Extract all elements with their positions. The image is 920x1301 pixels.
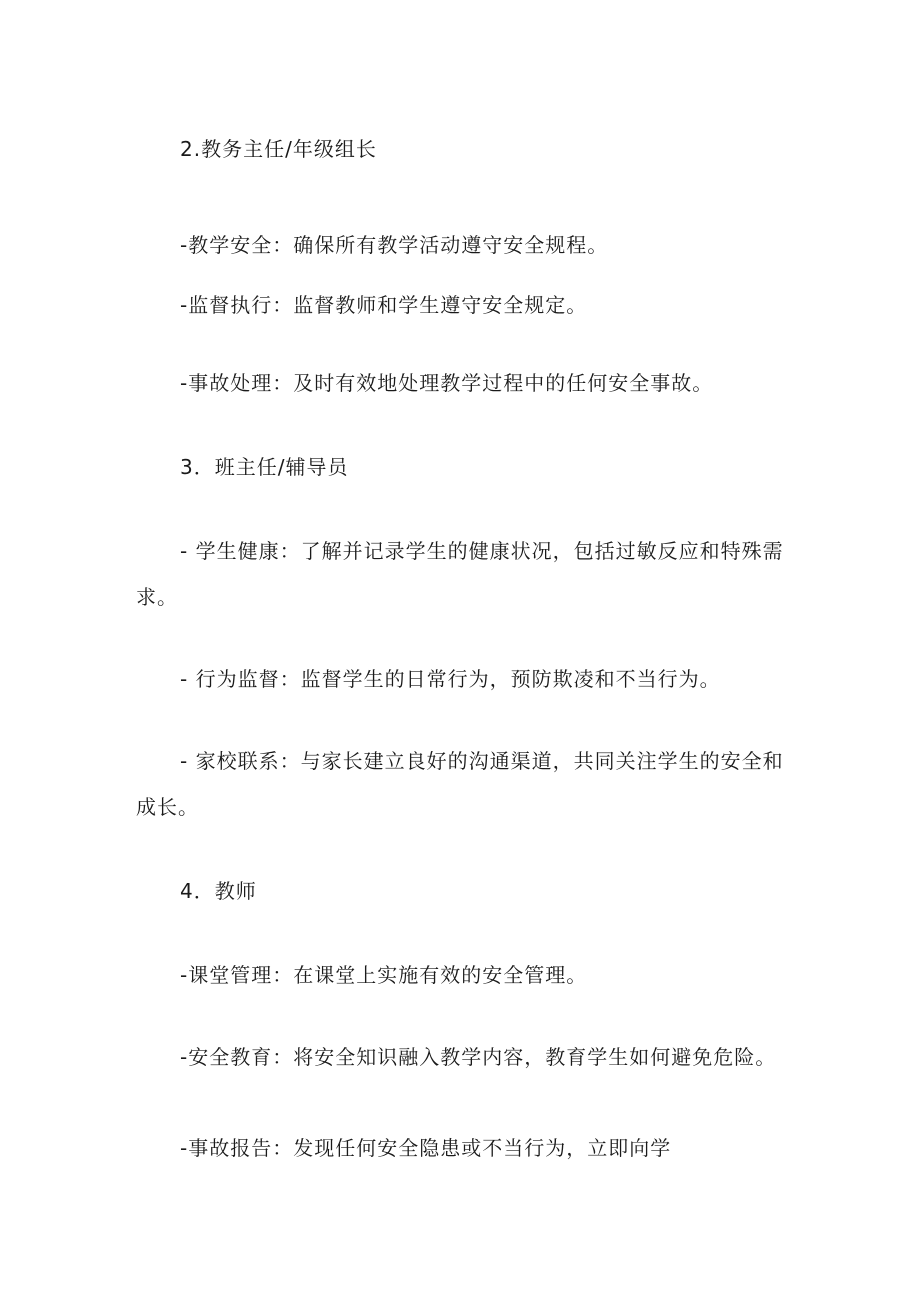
list-item: -课堂管理：在课堂上实施有效的安全管理。: [180, 963, 588, 987]
list-item: -事故报告：发现任何安全隐患或不当行为，立即向学: [180, 1136, 672, 1160]
list-item: - 家校联系：与家长建立良好的沟通渠道，共同关注学生的安全和成长。: [136, 749, 784, 819]
section-heading: 4．教师: [180, 879, 257, 903]
list-item: -安全教育：将安全知识融入教学内容，教育学生如何避免危险。: [180, 1045, 777, 1069]
list-item: - 行为监督：监督学生的日常行为，预防欺凌和不当行为。: [180, 667, 721, 691]
list-item: -事故处理：及时有效地处理教学过程中的任何安全事故。: [180, 371, 714, 395]
section-heading: 2.教务主任/年级组长: [180, 137, 377, 161]
list-item: - 学生健康：了解并记录学生的健康状况，包括过敏反应和特殊需求。: [136, 539, 784, 609]
section-heading: 3．班主任/辅导员: [180, 455, 349, 479]
list-item: -教学安全：确保所有教学活动遵守安全规程。: [180, 233, 609, 257]
list-item: -监督执行：监督教师和学生遵守安全规定。: [180, 293, 588, 317]
